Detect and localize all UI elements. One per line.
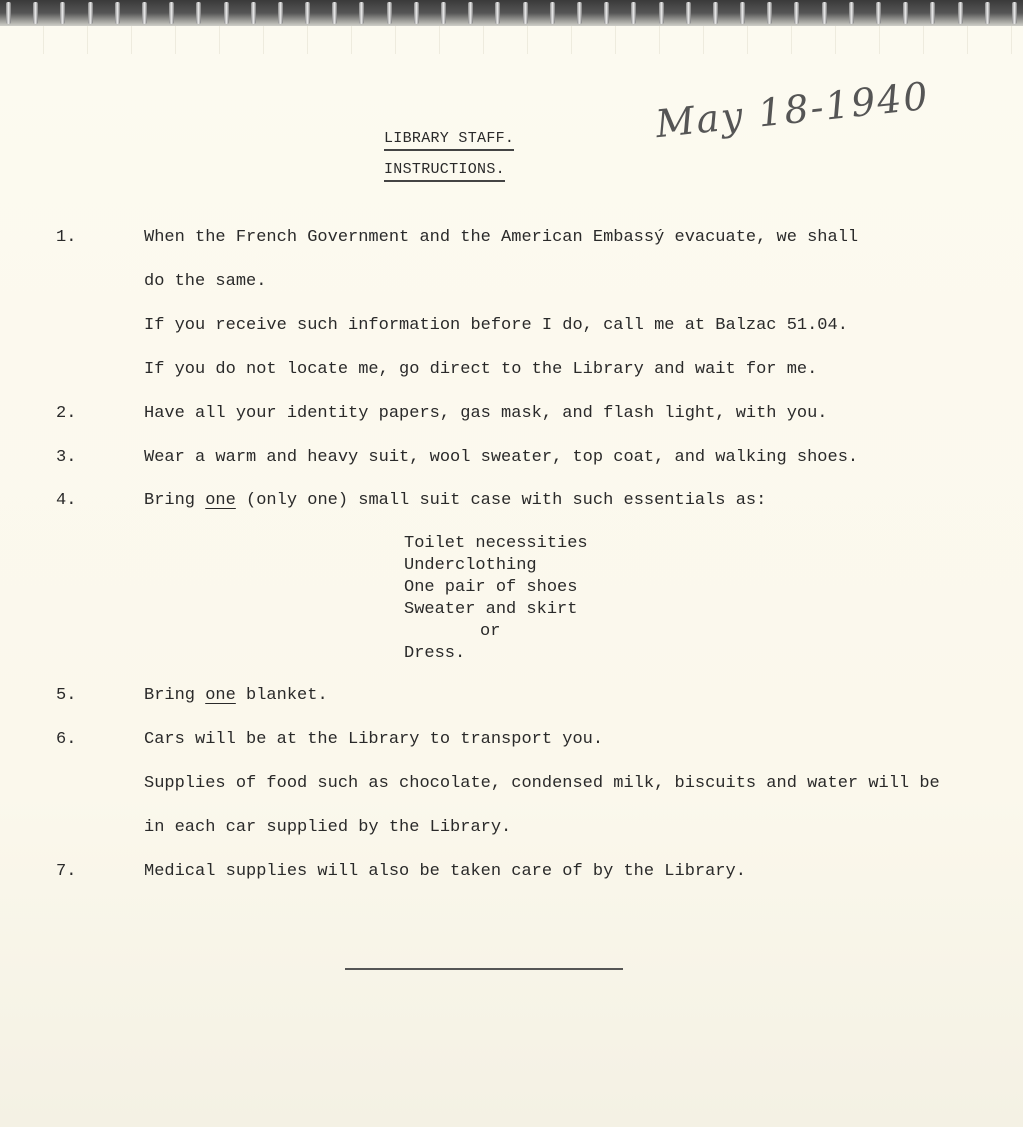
spiral-ring xyxy=(332,2,337,24)
list-item: Sweater and skirt xyxy=(404,600,578,619)
spiral-ring xyxy=(631,2,636,24)
spiral-ring xyxy=(767,2,772,24)
spiral-ring xyxy=(604,2,609,24)
underlined-word: one xyxy=(205,491,236,510)
item-number: 5. xyxy=(56,686,77,705)
spiral-ring xyxy=(142,2,147,24)
item-number: 2. xyxy=(56,404,77,423)
essentials-list xyxy=(404,533,588,665)
item-line: When the French Government and the American Embassý evacuate, we shall xyxy=(144,228,859,247)
spiral-ring xyxy=(903,2,908,24)
spiral-ring xyxy=(115,2,120,24)
spiral-ring xyxy=(441,2,446,24)
underlined-word: one xyxy=(205,686,236,705)
spiral-rings xyxy=(0,0,1023,26)
item-line xyxy=(144,686,328,706)
list-item: Dress. xyxy=(404,644,466,663)
spiral-ring xyxy=(523,2,528,24)
item-line: Have all your identity papers, gas mask, and flash light, with you. xyxy=(144,404,828,423)
item-line: in each car supplied by the Library. xyxy=(144,818,512,837)
list-item: or xyxy=(480,622,501,641)
item-line: If you do not locate me, go direct to the Library and wait for me. xyxy=(144,360,818,379)
spiral-ring xyxy=(686,2,691,24)
item-number: 1. xyxy=(56,228,77,247)
item-line: do the same. xyxy=(144,272,267,291)
spiral-ring xyxy=(251,2,256,24)
spiral-ring xyxy=(468,2,473,24)
spiral-ring xyxy=(196,2,201,24)
item-text: (only one) small suit case with such essentials as: xyxy=(235,491,767,510)
item-number: 4. xyxy=(56,491,77,510)
item-line: Wear a warm and heavy suit, wool sweater, top coat, and walking shoes. xyxy=(144,448,859,467)
spiral-ring xyxy=(6,2,11,24)
item-line: Supplies of food such as chocolate, condensed milk, biscuits and water will be xyxy=(144,774,940,793)
item-line: Medical supplies will also be taken care of by the Library. xyxy=(144,862,746,881)
item-number: 6. xyxy=(56,730,77,749)
spiral-ring xyxy=(88,2,93,24)
item-text: Bring xyxy=(144,686,206,705)
item-text: Bring xyxy=(144,491,206,510)
spiral-ring xyxy=(794,2,799,24)
notebook-top-margin xyxy=(0,26,1023,54)
spiral-ring xyxy=(224,2,229,24)
spiral-ring xyxy=(713,2,718,24)
closing-rule xyxy=(345,968,623,970)
spiral-ring xyxy=(930,2,935,24)
spiral-ring xyxy=(958,2,963,24)
document-title: LIBRARY STAFF. xyxy=(384,130,514,151)
list-item: One pair of shoes xyxy=(404,578,578,597)
spiral-ring xyxy=(305,2,310,24)
item-number: 3. xyxy=(56,448,77,467)
item-number: 7. xyxy=(56,862,77,881)
spiral-ring xyxy=(495,2,500,24)
spiral-ring xyxy=(985,2,990,24)
spiral-ring xyxy=(169,2,174,24)
spiral-ring xyxy=(359,2,364,24)
document-subtitle: INSTRUCTIONS. xyxy=(384,161,505,182)
spiral-ring xyxy=(33,2,38,24)
spiral-ring xyxy=(414,2,419,24)
spiral-ring xyxy=(822,2,827,24)
spiral-ring xyxy=(278,2,283,24)
item-text: blanket. xyxy=(235,686,328,705)
spiral-ring xyxy=(849,2,854,24)
spiral-ring xyxy=(1012,2,1017,24)
handwritten-date: May 18-1940 xyxy=(653,73,932,147)
spiral-ring xyxy=(659,2,664,24)
spiral-ring xyxy=(387,2,392,24)
list-item: Toilet necessities xyxy=(404,534,588,553)
item-line xyxy=(144,491,766,511)
spiral-ring xyxy=(740,2,745,24)
list-item: Underclothing xyxy=(404,556,537,575)
spiral-ring xyxy=(550,2,555,24)
spiral-ring xyxy=(60,2,65,24)
item-line: If you receive such information before I do, call me at Balzac 51.04. xyxy=(144,316,848,335)
item-line: Cars will be at the Library to transport you. xyxy=(144,730,604,749)
spiral-ring xyxy=(876,2,881,24)
spiral-ring xyxy=(577,2,582,24)
